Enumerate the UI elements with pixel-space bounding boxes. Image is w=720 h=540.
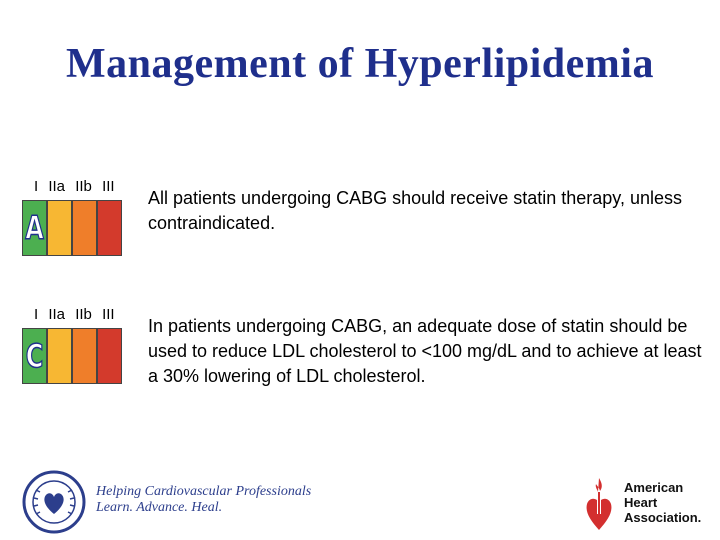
acc-tagline xyxy=(96,484,311,516)
aha-wordmark xyxy=(624,480,701,525)
acc-tagline-line2: Learn. Advance. Heal. xyxy=(96,500,223,515)
class-iia-segment xyxy=(48,201,71,255)
recommendation-1 xyxy=(22,178,702,268)
class-rating-box xyxy=(22,200,122,256)
level-of-evidence: A xyxy=(25,209,44,247)
class-iia-segment xyxy=(48,329,71,383)
footer xyxy=(0,466,720,540)
class-iib-segment xyxy=(73,201,96,255)
level-of-evidence: C xyxy=(25,337,44,375)
class-i-segment xyxy=(23,201,46,255)
recommendation-text: In patients undergoing CABG, an adequate dose of statin should be used to reduce LDL cholesterol to <100 mg/dL and to achieve at least a 30% lowering of LDL cholesterol. xyxy=(148,316,702,386)
class-label-iia: IIa xyxy=(48,306,66,323)
acc-tagline-line1: Helping Cardiovascular Professionals xyxy=(96,484,312,499)
class-label-iia: IIa xyxy=(48,178,66,195)
class-iii-segment xyxy=(98,201,121,255)
aha-line2: Heart xyxy=(624,495,658,510)
class-i-segment xyxy=(23,329,46,383)
aha-heart-torch-icon xyxy=(584,474,614,534)
class-label-iib: IIb xyxy=(75,306,92,323)
recommendation-2 xyxy=(22,306,702,396)
class-rating-box xyxy=(22,328,122,384)
class-labels xyxy=(34,306,121,323)
class-label-iib: IIb xyxy=(75,178,92,195)
class-label-i: I xyxy=(34,178,39,195)
class-iib-segment xyxy=(73,329,96,383)
aha-line3: Association. xyxy=(624,510,702,525)
class-iii-segment xyxy=(98,329,121,383)
acc-seal-icon xyxy=(22,470,86,534)
class-label-iii: III xyxy=(102,306,115,323)
recommendation-text: All patients undergoing CABG should receive statin therapy, unless contraindicated. xyxy=(148,188,682,233)
class-label-i: I xyxy=(34,306,39,323)
aha-line1: American xyxy=(624,480,684,495)
class-label-iii: III xyxy=(102,178,115,195)
class-labels xyxy=(34,178,121,195)
slide-title: Management of Hyperlipidemia xyxy=(66,41,654,87)
